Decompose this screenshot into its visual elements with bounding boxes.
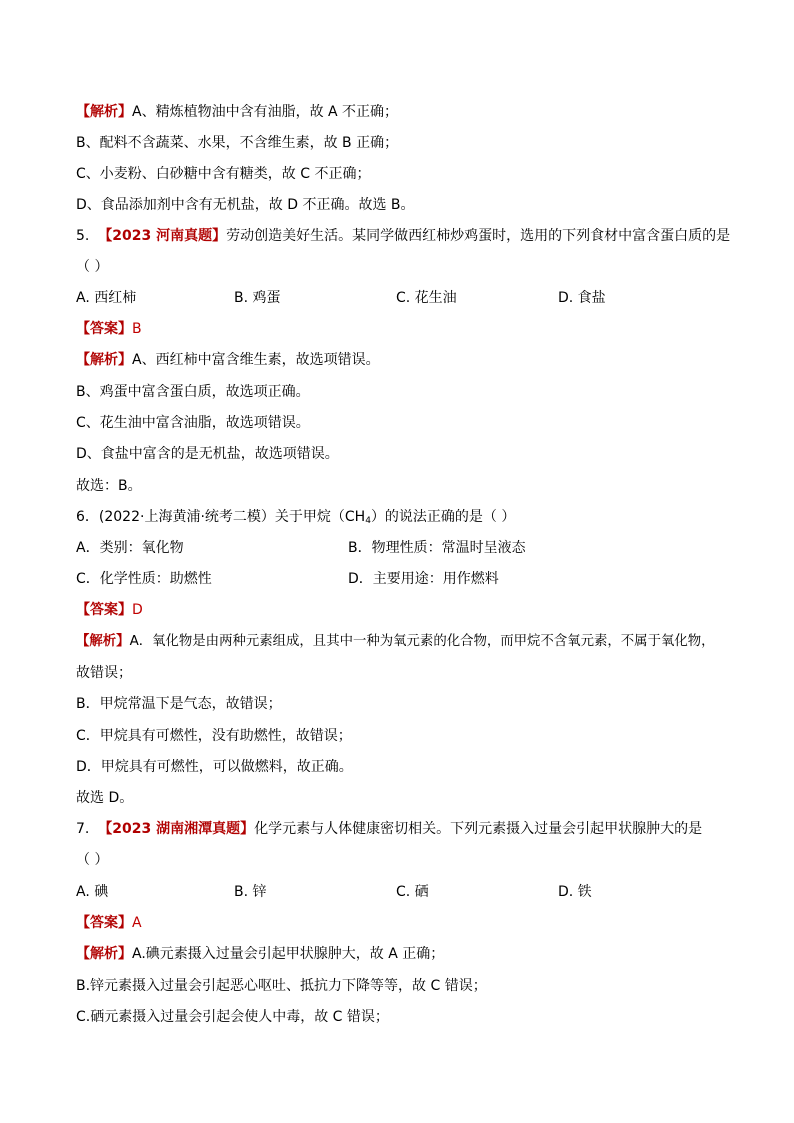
prev-analysis-line-1: 【解析】A、精炼植物油中含有油脂，故 A 不正确； bbox=[76, 104, 399, 120]
q5-source: 【2023 河南真题】 bbox=[98, 228, 227, 244]
analysis-tag: 【解析】 bbox=[76, 104, 132, 120]
q6-option-c: C．化学性质：助燃性 bbox=[76, 571, 212, 587]
q6-analysis-line-1b: 故错误； bbox=[76, 665, 132, 681]
q5-option-d: D. 食盐 bbox=[558, 290, 606, 306]
q6-analysis-line-4: D．甲烷具有可燃性，可以做燃料，故正确。 bbox=[76, 759, 353, 775]
q7-source: 【2023 湖南湘潭真题】 bbox=[98, 821, 255, 837]
q7-analysis-line-2: B.锌元素摄入过量会引起恶心呕吐、抵抗力下降等等，故 C 错误； bbox=[76, 978, 487, 994]
prev-analysis-line-2: B、配料不含蔬菜、水果，不含维生素，故 B 正确； bbox=[76, 135, 399, 151]
q5-analysis-line-1: 【解析】A、西红柿中富含维生素，故选项错误。 bbox=[76, 352, 380, 368]
q5-blank: （ ） bbox=[76, 259, 109, 275]
q5-option-a: A. 西红柿 bbox=[76, 290, 137, 306]
q7-option-a: A. 碘 bbox=[76, 884, 109, 900]
prev-analysis-line-4: D、食品添加剂中含有无机盐，故 D 不正确。故选 B。 bbox=[76, 197, 415, 213]
q6-options-row-1 bbox=[76, 538, 776, 558]
q6-answer: 【答案】D bbox=[76, 602, 143, 618]
q7-answer: 【答案】A bbox=[76, 915, 142, 931]
q6-option-d: D．主要用途：用作燃料 bbox=[348, 571, 499, 587]
q5-options bbox=[76, 288, 776, 308]
q6-option-a: A．类别：氧化物 bbox=[76, 540, 184, 556]
q5-answer: 【答案】B bbox=[76, 321, 142, 337]
q7-options bbox=[76, 882, 776, 902]
q7-option-d: D. 铁 bbox=[558, 884, 592, 900]
q7-blank: （ ） bbox=[76, 852, 109, 868]
q7-stem: 7. 【2023 湖南湘潭真题】化学元素与人体健康密切相关。下列元素摄入过量会引起甲状腺肿大的是 bbox=[76, 821, 703, 837]
q6-analysis-line-3: C．甲烷具有可燃性，没有助燃性，故错误； bbox=[76, 728, 352, 744]
q5-analysis-line-3: C、花生油中富含油脂，故选项错误。 bbox=[76, 415, 310, 431]
q7-option-c: C. 硒 bbox=[396, 884, 429, 900]
q5-stem: 5. 【2023 河南真题】劳动创造美好生活。某同学做西红柿炒鸡蛋时，选用的下列食材中富含蛋白质的是 bbox=[76, 228, 731, 244]
q5-option-c: C. 花生油 bbox=[396, 290, 457, 306]
q6-conclusion: 故选 D。 bbox=[76, 790, 134, 806]
prev-analysis-line-3: C、小麦粉、白砂糖中含有糖类，故 C 不正确； bbox=[76, 166, 371, 182]
q7-option-b: B. 锌 bbox=[234, 884, 267, 900]
q6-analysis-line-2: B．甲烷常温下是气态，故错误； bbox=[76, 696, 282, 712]
q6-stem: 6．(2022·上海黄浦·统考二模）关于甲烷$(CH_4)$的说法正确的是（ ） bbox=[76, 509, 516, 526]
q7-analysis-line-3: C.硒元素摄入过量会引起会使人中毒，故 C 错误； bbox=[76, 1009, 389, 1025]
q6-analysis-line-1: 【解析】A．氧化物是由两种元素组成，且其中一种为氧元素的化合物，而甲烷不含氧元素，不属于氧化物， bbox=[76, 634, 715, 649]
q6-options-row-2 bbox=[76, 569, 776, 589]
q5-option-b: B. 鸡蛋 bbox=[234, 290, 281, 306]
q5-analysis-line-2: B、鸡蛋中富含蛋白质，故选项正确。 bbox=[76, 384, 310, 400]
q5-conclusion: 故选：B。 bbox=[76, 478, 142, 494]
q6-option-b: B．物理性质：常温时呈液态 bbox=[348, 540, 526, 556]
q5-analysis-line-4: D、食盐中富含的是无机盐，故选项错误。 bbox=[76, 446, 339, 462]
q7-analysis-line-1: 【解析】A.碘元素摄入过量会引起甲状腺肿大，故 A 正确； bbox=[76, 946, 445, 962]
